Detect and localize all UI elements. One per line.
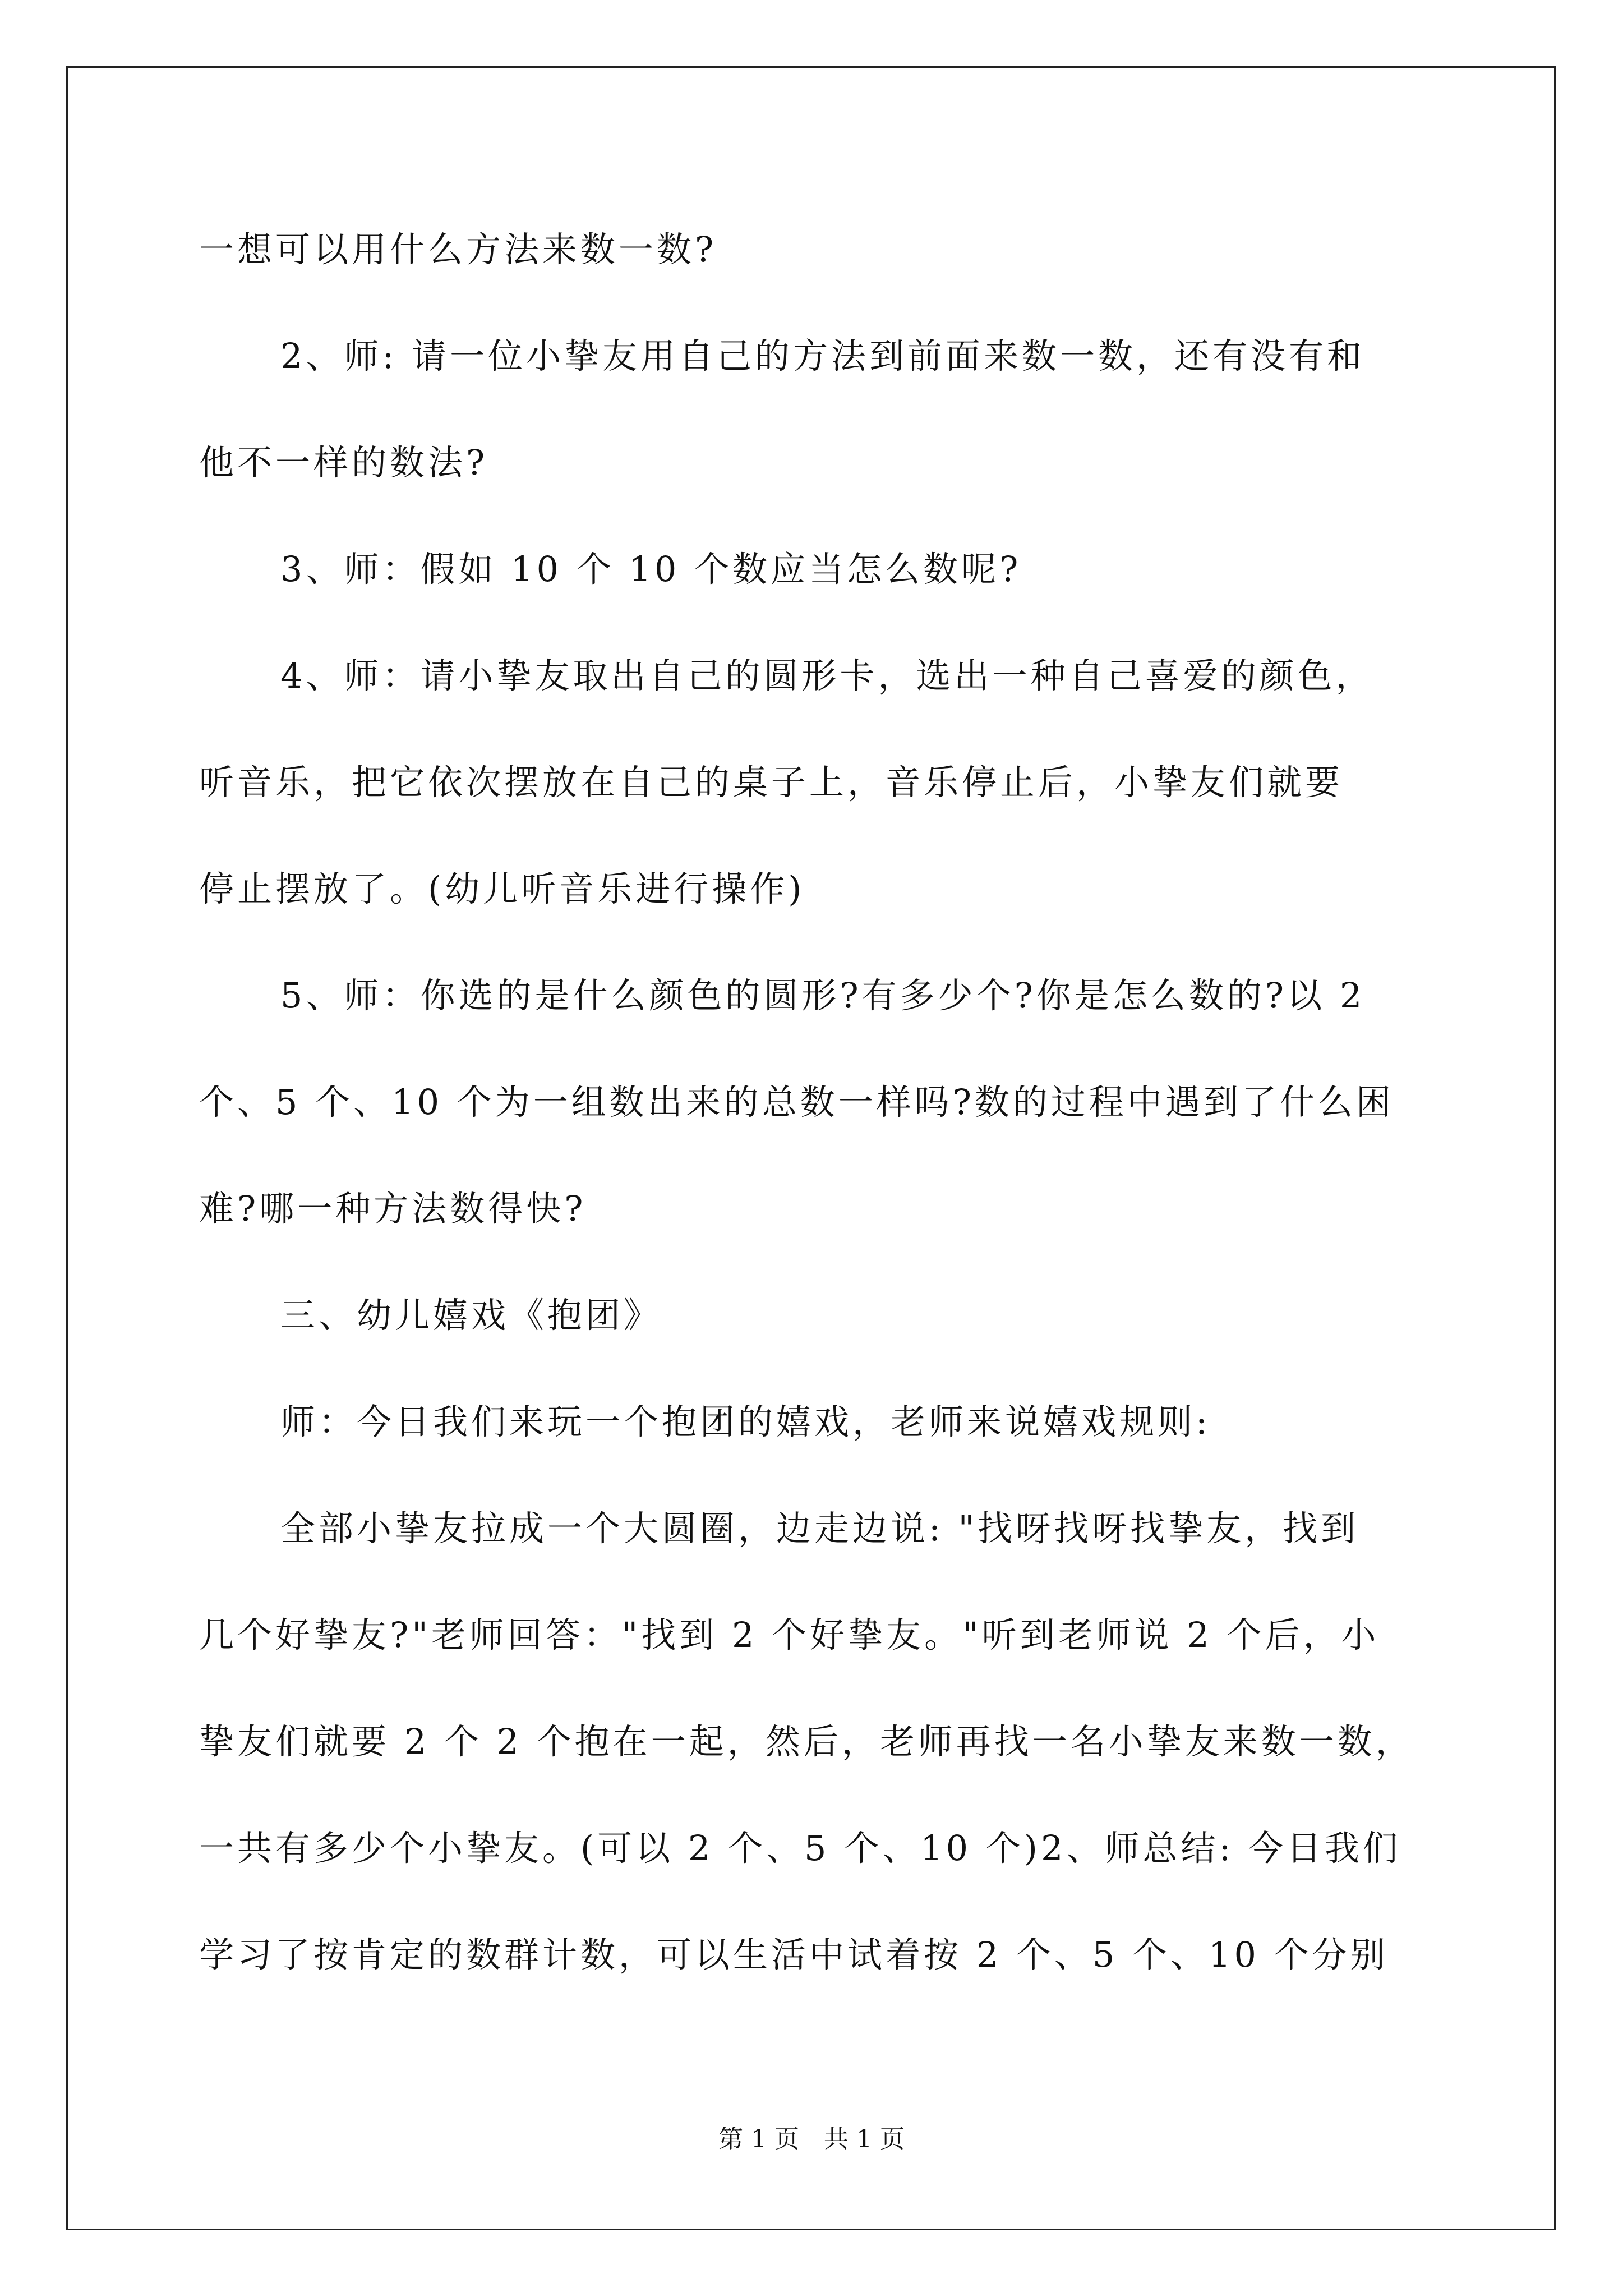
body-line-15: 挚友们就要 2 个 2 个抱在一起，然后，老师再找一名小挚友来数一数， <box>199 1721 1414 1762</box>
body-line-10: 难?哪一种方法数得快? <box>199 1188 587 1229</box>
body-line-5: 4、师：请小挚友取出自己的圆形卡，选出一种自己喜爱的颜色， <box>280 655 1374 696</box>
body-line-4: 3、师：假如 10 个 10 个数应当怎么数呢? <box>280 549 1022 590</box>
body-line-14: 几个好挚友?"老师回答："找到 2 个好挚友。"听到老师说 2 个后，小 <box>199 1614 1380 1655</box>
body-line-2: 2、师: 请一位小挚友用自己的方法到前面来数一数，还有没有和 <box>280 335 1366 376</box>
page-footer: 第 1 页 共 1 页 <box>718 2125 905 2154</box>
body-line-9: 个、5 个、10 个为一组数出来的总数一样吗?数的过程中遇到了什么困 <box>199 1082 1394 1122</box>
body-line-12: 师：今日我们来玩一个抱团的嬉戏，老师来说嬉戏规则: <box>280 1401 1211 1442</box>
body-line-8: 5、师：你选的是什么颜色的圆形?有多少个?你是怎么数的?以 2 <box>280 975 1366 1016</box>
body-line-3: 他不一样的数法? <box>199 442 488 483</box>
section-heading: 三、幼儿嬉戏《抱团》 <box>280 1295 662 1336</box>
body-line-17: 学习了按肯定的数群计数，可以生活中试着按 2 个、5 个、10 个分别 <box>199 1934 1389 1975</box>
body-line-13: 全部小挚友拉成一个大圆圈，边走边说: "找呀找呀找挚友，找到 <box>280 1508 1359 1549</box>
body-line-16: 一共有多少个小挚友。(可以 2 个、5 个、10 个)2、师总结: 今日我们 <box>199 1828 1401 1869</box>
body-line-1: 一想可以用什么方法来数一数? <box>199 229 717 270</box>
body-line-6: 听音乐，把它依次摆放在自己的桌子上，音乐停止后，小挚友们就要 <box>199 762 1344 803</box>
body-line-7: 停止摆放了。(幼儿听音乐进行操作) <box>199 868 805 909</box>
page-border <box>66 66 1556 2230</box>
